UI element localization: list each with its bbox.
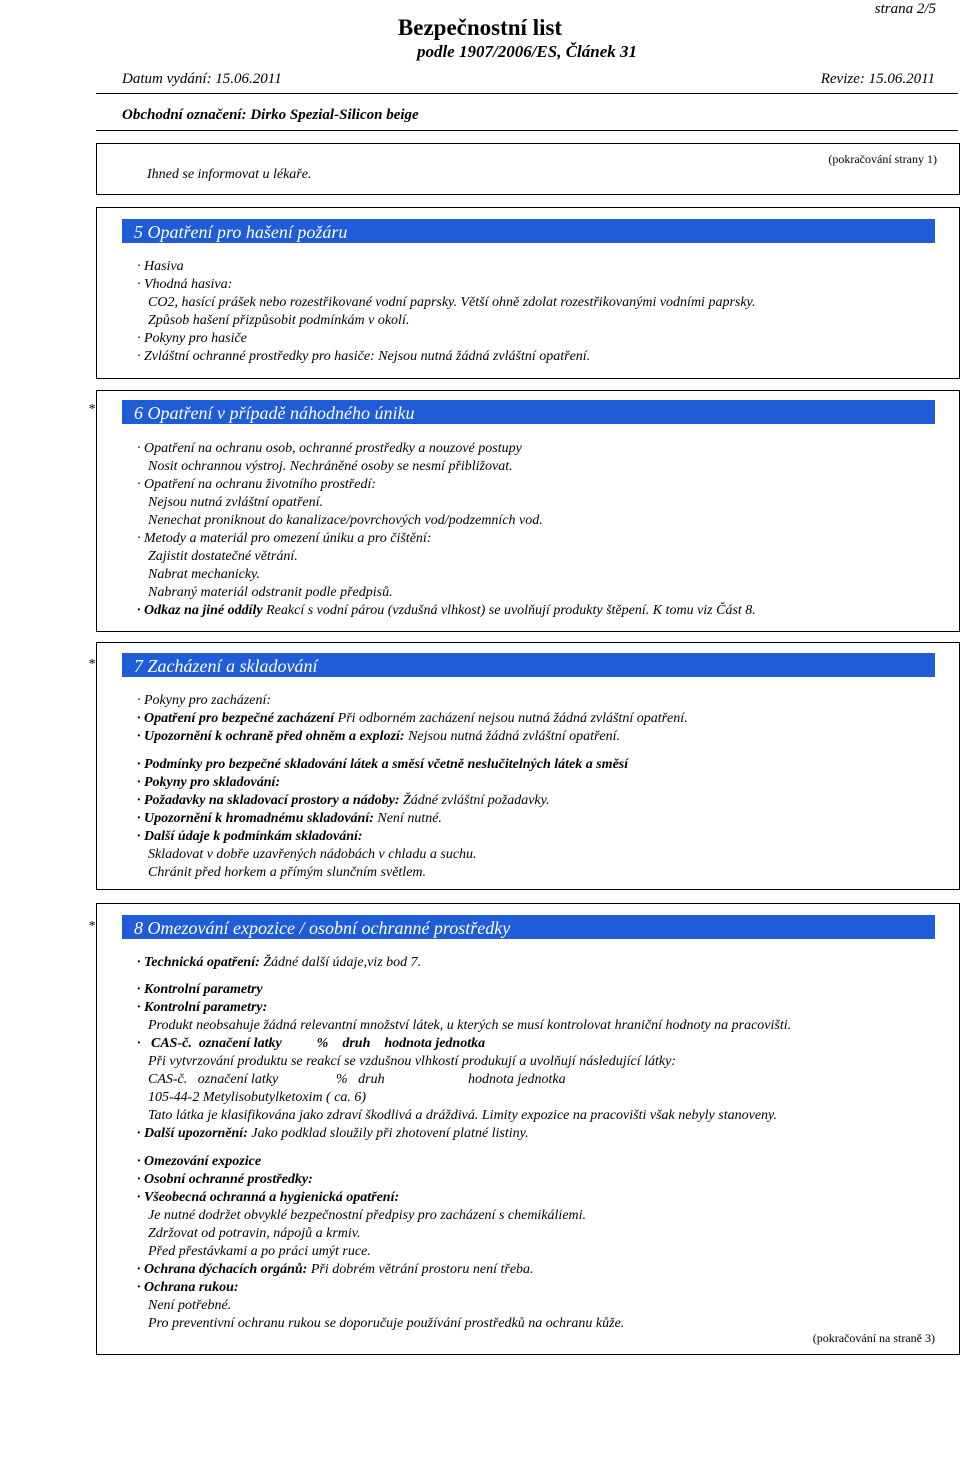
s6-line-3: · Opatření na ochranu životního prostředí: [137,477,377,492]
s8-line-1-value: Žádné další údaje,viz bod 7. [259,955,422,970]
s5-line-3: CO2, hasící prášek nebo rozestřikované vodní paprsky. Větší ohně zdolat rozestřikovanými vodními paprsky. [148,295,756,310]
s8-line-10-value: Jako podklad sloužily při zhotovení platné listiny. [247,1126,529,1141]
s7-line-6 [137,792,550,810]
header-rule-top [96,93,958,94]
s8-line-19: Není potřebné. [148,1298,232,1313]
s6-line-10 [137,602,756,620]
revision-date: Revize: 15.06.2011 [820,71,935,87]
s6-line-10-label: · Odkaz na jiné oddíly [137,603,263,618]
s7-line-9: Skladovat v dobře uzavřených nádobách v chladu a suchu. [148,847,477,862]
s6-line-4: Nejsou nutná zvláštní opatření. [148,495,323,510]
s8-line-17-label: · Ochrana dýchacích orgánů: [137,1262,308,1277]
s5-line-6 [137,348,590,366]
s5-line-4: Způsob hašení přizpůsobit podmínkám v okolí. [148,313,410,328]
s7-line-7-label: · Upozornění k hromadnému skladování: [137,811,374,826]
s8-line-7-b: % druh [336,1072,385,1087]
header-rule-bottom [96,130,958,131]
s8-line-11: · Omezování expozice [137,1154,262,1169]
s7-line-3 [137,728,620,746]
s6-changed-marker: * [88,402,95,417]
s7-line-4: · Podmínky pro bezpečné skladování látek a směsí včetně neslučitelných látek a směsí [137,757,629,772]
section-8-title: 8 Omezování expozice / osobní ochranné prostředky [134,918,511,938]
s8-line-20: Pro preventivní ochranu rukou se doporučuje používání prostředků na ochranu kůže. [148,1316,625,1331]
s8-line-14: Je nutné dodržet obvyklé bezpečnostní předpisy pro zacházení s chemikáliemi. [148,1208,587,1223]
s7-line-8: · Další údaje k podmínkám skladování: [137,829,363,844]
s7-line-6-label: · Požadavky na skladovací prostory a nádoby: [137,793,400,808]
s8-line-2: · Kontrolní parametry [137,982,263,997]
s8-line-10-label: · Další upozornění: [137,1126,248,1141]
s8-line-16: Před přestávkami a po práci umýt ruce. [148,1244,371,1259]
s7-line-5: · Pokyny pro skladování: [137,775,281,790]
s6-line-8: Nabrat mechanicky. [148,567,260,582]
s8-line-9: Tato látka je klasifikována jako zdraví škodlivá a dráždivá. Limity expozice na pracovišti však nebyly stanoveny. [148,1108,777,1123]
document-subtitle: podle 1907/2006/ES, Článek 31 [416,42,638,61]
s7-line-3-value: Nejsou nutná žádná zvláštní opatření. [404,729,621,744]
s8-line-12: · Osobní ochranné prostředky: [137,1172,313,1187]
s6-line-9: Nabraný materiál odstranit podle předpisů. [148,585,393,600]
s7-line-2-value: Při odborném zacházení nejsou nutná žádná zvláštní opatření. [334,711,688,726]
s8-line-5: · CAS-č. označení latky % druh hodnota jednotka [137,1036,486,1051]
section-7-title: 7 Zacházení a skladování [134,656,318,676]
s7-line-2-label: · Opatření pro bezpečné zacházení [137,711,335,726]
s7-line-1: · Pokyny pro zacházení: [137,693,271,708]
s8-line-1-label: · Technická opatření: [137,955,260,970]
s5-line-1: · Hasiva [137,259,184,274]
s7-line-7 [137,810,442,828]
s6-line-10-value: Reakcí s vodní párou (vzdušná vlhkost) se uvolňují produkty štěpení. K tomu viz Část 8. [262,603,756,618]
s8-line-17 [137,1261,534,1279]
s8-line-3: · Kontrolní parametry: [137,1000,268,1015]
document-title: Bezpečnostní list [397,15,563,40]
s7-changed-marker: * [88,657,95,672]
continuation-box [96,143,960,195]
s6-line-2: Nosit ochrannou výstroj. Nechráněné osoby se nesmí přibližovat. [148,459,513,474]
section-5-header [122,219,935,243]
s7-line-2 [137,710,688,728]
s6-line-1: · Opatření na ochranu osob, ochranné prostředky a nouzové postupy [137,441,522,456]
section-7-header [122,653,935,677]
s8-line-6: Při vytvrzování produktu se reakcí se vzdušnou vlhkostí produkují a uvolňují následující látky: [148,1054,677,1069]
s8-changed-marker: * [88,919,95,934]
s8-line-8: 105-44-2 Metylisobutylketoxim ( ca. 6) [148,1090,367,1105]
s8-line-15: Zdržovat od potravin, nápojů a krmiv. [148,1226,361,1241]
page-number: strana 2/5 [874,1,936,17]
intro-text: Ihned se informovat u lékaře. [147,167,312,182]
section-6-header [122,400,935,424]
section-8-header [122,915,935,939]
s8-line-10 [137,1125,529,1143]
s5-line-6-label: · Zvláštní ochranné prostředky pro hasiče: [137,349,375,364]
s8-line-18: · Ochrana rukou: [137,1280,239,1295]
s6-line-6: · Metody a materiál pro omezení úniku a pro čištění: [137,531,432,546]
s8-line-17-value: Při dobrém větrání prostoru není třeba. [307,1262,534,1277]
s8-line-1 [137,954,421,972]
trade-name: Obchodní označení: Dirko Spezial-Silicon beige [122,107,419,123]
issue-date: Datum vydání: 15.06.2011 [122,71,282,87]
section-6-title: 6 Opatření v případě náhodného úniku [134,403,415,423]
s5-line-5: · Pokyny pro hasiče [137,331,247,346]
s5-line-6-value: Nejsou nutná žádná zvláštní opatření. [374,349,591,364]
s7-line-7-value: Není nutné. [373,811,442,826]
s5-line-2: · Vhodná hasiva: [137,277,233,292]
s8-line-13: · Všeobecná ochranná a hygienická opatření: [137,1190,400,1205]
s7-line-3-label: · Upozornění k ochraně před ohněm a explozí: [137,729,405,744]
continued-from: (pokračování strany 1) [828,152,937,166]
s8-line-7-c: hodnota jednotka [468,1072,566,1087]
s6-line-7: Zajistit dostatečné větrání. [148,549,298,564]
s7-line-6-value: Žádné zvláštní požadavky. [399,793,550,808]
continued-to: (pokračování na straně 3) [812,1331,935,1345]
s8-line-4: Produkt neobsahuje žádná relevantní množství látek, u kterých se musí kontrolovat hraniční hodnoty na pracovišti. [148,1018,792,1033]
s7-line-10: Chránit před horkem a přímým slunčním světlem. [148,865,427,880]
s6-line-5: Nenechat proniknout do kanalizace/povrchových vod/podzemních vod. [148,513,543,528]
s8-line-7-a: CAS-č. označení latky [148,1072,279,1087]
section-5-title: 5 Opatření pro hašení požáru [134,222,348,242]
